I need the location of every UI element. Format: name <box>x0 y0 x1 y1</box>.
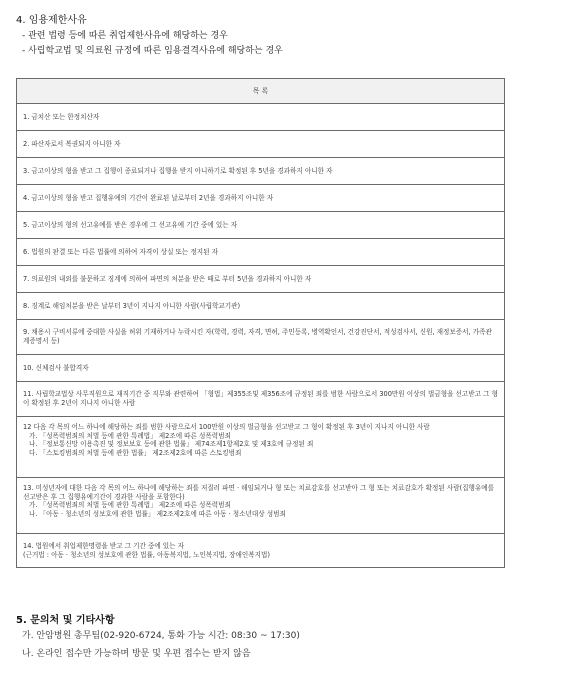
table-row: 1. 금치산 또는 한정치산자 <box>17 104 505 131</box>
table-row <box>17 534 505 568</box>
application-note: 나. 온라인 접수만 가능하며 방문 및 우편 접수는 받지 않음 <box>22 649 251 659</box>
row12-sub: 다. 「스토킹범죄의 처벌 등에 관한 법률」 제2조제2호에 따른 스토킹범죄 <box>29 448 242 457</box>
table-row: 5. 금고이상의 형의 선고유예를 받은 경우에 그 선고유예 기간 중에 있는 자 <box>17 212 505 239</box>
table-row <box>17 478 505 534</box>
row14-main: 14. 법원에서 취업제한명령을 받고 그 기간 중에 있는 자 <box>23 541 185 550</box>
table-row: 6. 법원의 판결 또는 다른 법률에 의하여 자격이 상실 또는 정지된 자 <box>17 239 505 266</box>
table-row: 7. 의료원의 내외를 불문하고 징계에 의하여 파면의 처분을 받은 때로 부터 5년을 경과하지 아니한 자 <box>17 266 505 293</box>
table-row: 4. 금고이상의 형을 받고 집행유예의 기간이 완료된 날로부터 2년을 경과하지 아니한 자 <box>17 185 505 212</box>
section4-title: 4. 임용제한사유 <box>16 15 87 26</box>
row12-sub: 나. 「정보통신망 이용촉진 및 정보보호 등에 관한 법률」 제74조제1항제2호 및 제3호에 규정된 죄 <box>29 440 314 449</box>
table-header: 목 록 <box>17 79 505 104</box>
table-row: 11. 사립학교법상 사무직원으로 재직기간 중 직무와 관련하여 「형법」제355조및 제356조에 규정된 죄를 범한 사람으로서 300만원 이상의 벌금형을 선고받고 그 형이 확정된 후 2년이 지나지 아니한 사람 <box>17 382 505 417</box>
table-row <box>17 417 505 478</box>
table-row: 8. 징계로 해임처분을 받은 날부터 3년이 지나지 아니한 사람(사립학교기관) <box>17 293 505 320</box>
row12-sub: 가. 「성폭력범죄의 처벌 등에 관한 특례법」 제2조에 따른 성폭력범죄 <box>29 431 231 440</box>
row12-main: 12 다음 각 목의 어느 하나에 해당하는 죄를 범한 사람으로서 100만원 이상의 벌금형을 선고받고 그 형이 확정된 후 3년이 지나지 아니한 사람 <box>23 423 430 431</box>
row14-sub: (근거법 : 아동 · 청소년의 성보호에 관한 법률, 아동복지법, 노인복지법, 장애인복지법) <box>23 550 270 559</box>
table-row: 3. 금고이상의 형을 받고 그 집행이 종료되거나 집행을 받지 아니하기로 확정된 후 5년을 경과하지 아니한 자 <box>17 158 505 185</box>
disqualification-table <box>16 78 505 568</box>
contact-info: 가. 안암병원 총무팀(02-920-6724, 통화 가능 시간: 08:30 ~ 17:30) <box>22 631 300 641</box>
table-row: 10. 신체검사 불합격자 <box>17 355 505 382</box>
row13-sub: 나. 「아동 · 청소년의 성보호에 관한 법률」 제2조제2호에 따른 아동 · 청소년대상 성범죄 <box>29 509 286 518</box>
row13-main: 13. 미성년자에 대한 다음 각 목의 어느 하나에 해당하는 죄를 저질러 파면 · 해임되거나 형 또는 치료감호를 선고받아 그 형 또는 치료감호가 확정된 사람(집행유예를 선고받은 후 그 집행유예기간이 경과한 사람을 포함한다) <box>23 484 495 501</box>
section4-item: - 사립학교법 및 의료원 규정에 따른 임용결격사유에 해당하는 경우 <box>22 46 283 56</box>
table-row: 9. 채용시 구비서류에 중대한 사실을 허위 기재하거나 누락시킨 자(학력, 경력, 자격, 면허, 주민등록, 병역확인서, 건강진단서, 적성검사서, 신원, 재정보증서, 가족관계증명서 등) <box>17 320 505 355</box>
section4-item: - 관련 법령 등에 따른 취업제한사유에 해당하는 경우 <box>22 31 228 41</box>
section5-title: 5. 문의처 및 기타사항 <box>16 615 115 626</box>
table-row: 2. 파산자로서 복권되지 아니한 자 <box>17 131 505 158</box>
row13-sub: 가. 「성폭력범죄의 처벌 등에 관한 특례법」 제2조에 따른 성폭력범죄 <box>29 501 231 510</box>
